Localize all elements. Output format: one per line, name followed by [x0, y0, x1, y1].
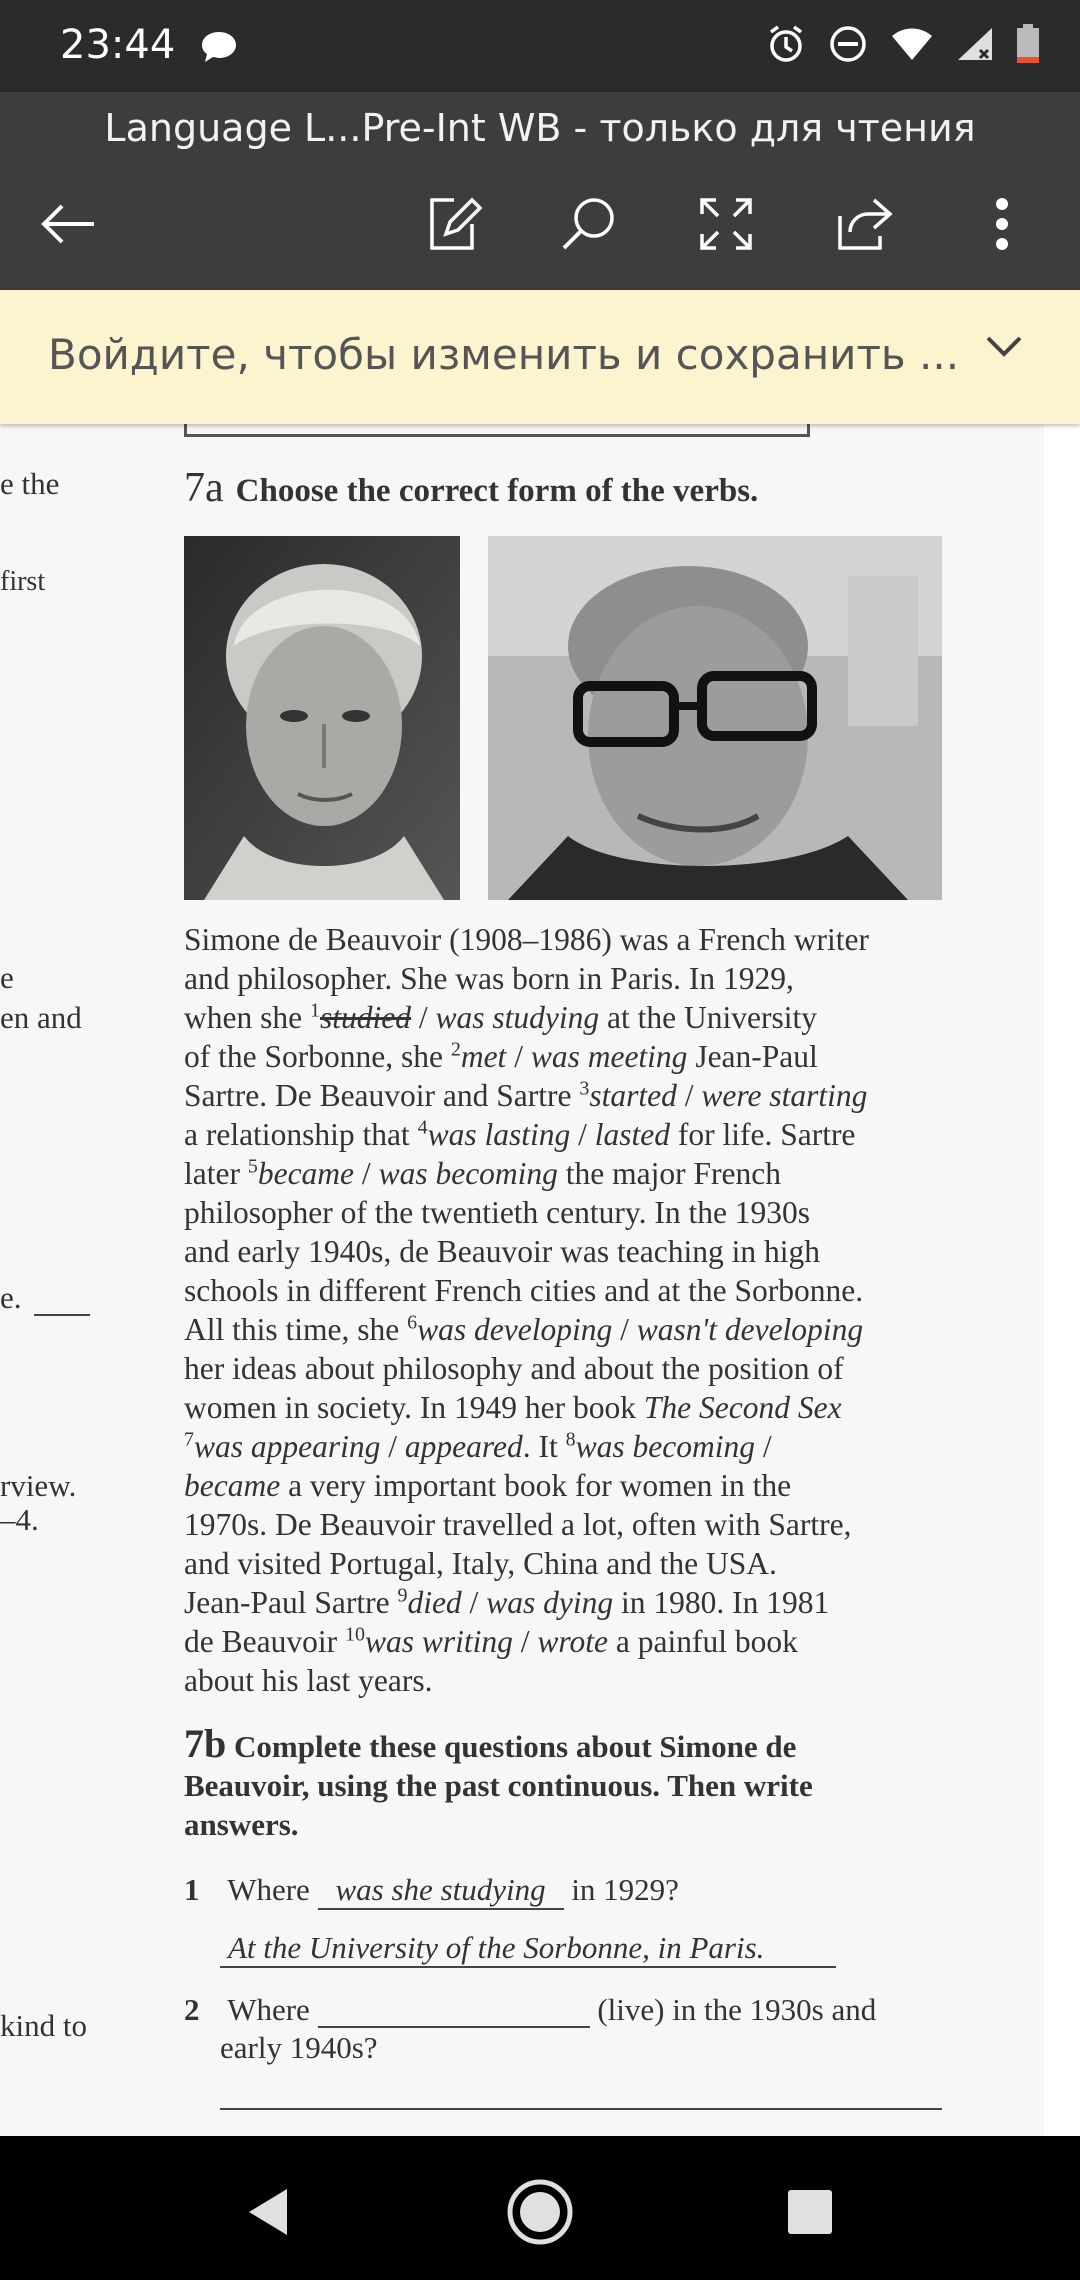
- nav-recents-button[interactable]: [770, 2172, 850, 2252]
- choice-option: was lasting: [427, 1117, 571, 1152]
- status-time: 23:44: [60, 22, 176, 68]
- question-fill: was she studying: [318, 1872, 564, 1910]
- left-column-text: e.: [0, 1280, 22, 1315]
- paragraph-line: about his last years.: [184, 1663, 433, 1698]
- choice-option: were starting: [701, 1078, 868, 1113]
- book-title: The Second Sex: [643, 1390, 842, 1425]
- navigation-bar: [0, 2136, 1080, 2280]
- paragraph-line: de Beauvoir $^{10}$was writing / wrote a painful book: [184, 1623, 798, 1659]
- choice-option: appeared: [404, 1429, 523, 1464]
- gap-number: 10: [344, 1623, 365, 1646]
- edit-button[interactable]: [414, 184, 494, 264]
- choice-option: wasn't developing: [636, 1312, 864, 1347]
- paragraph-line: and philosopher. She was born in Paris. In 1929,: [184, 961, 794, 996]
- choice-option: was becoming: [575, 1429, 755, 1464]
- left-column-blank: [34, 1314, 90, 1316]
- edit-icon: [424, 194, 484, 254]
- gap-number: 2: [450, 1038, 461, 1061]
- sign-in-banner[interactable]: [0, 290, 1080, 424]
- signal-icon: [956, 26, 994, 67]
- paragraph-line: her ideas about philosophy and about the position of: [184, 1351, 844, 1386]
- fullscreen-icon: [698, 196, 754, 252]
- status-icons: [766, 24, 1040, 69]
- document-page[interactable]: [0, 424, 1080, 2136]
- nav-back-button[interactable]: [228, 2172, 308, 2252]
- left-column-text: kind to: [0, 2008, 87, 2043]
- choice-option: was appearing: [194, 1429, 381, 1464]
- choice-option: wrote: [537, 1624, 608, 1659]
- paragraph-line: and visited Portugal, Italy, China and the USA.: [184, 1546, 777, 1581]
- gap-number: 7: [184, 1428, 194, 1451]
- more-options-button[interactable]: [962, 184, 1042, 264]
- gap-number: 8: [565, 1428, 576, 1451]
- paragraph-line: Sartre. De Beauvoir and Sartre $^3$started / were starting: [184, 1077, 868, 1113]
- gap-number: 6: [407, 1311, 418, 1334]
- left-column-text: rview.: [0, 1468, 77, 1503]
- choice-option: was dying: [486, 1585, 614, 1620]
- paragraph-line: became a very important book for women in the: [184, 1468, 792, 1503]
- exercise-7a-heading: [184, 464, 758, 512]
- exercise-number: 7a: [184, 465, 224, 511]
- paragraph-line: a relationship that $^4$was lasting / lasted for life. Sartre: [184, 1116, 856, 1152]
- more-vert-icon: [992, 196, 1012, 252]
- paragraph-line: and early 1940s, de Beauvoir was teaching in high: [184, 1234, 820, 1269]
- gap-number: 1: [309, 999, 320, 1022]
- left-column-text: –4.: [0, 1502, 39, 1537]
- choice-option: became: [257, 1156, 355, 1191]
- paragraph-line: schools in different French cities and at the Sorbonne.: [184, 1273, 864, 1308]
- back-arrow-icon: [38, 202, 98, 246]
- paragraph-line: philosopher of the twentieth century. In the 1930s: [184, 1195, 811, 1230]
- answer-2-blank: [220, 2108, 942, 2110]
- photo-simone-de-beauvoir: [184, 536, 460, 900]
- search-icon: [558, 194, 618, 254]
- left-column-text: e the: [0, 466, 60, 501]
- question-2-continued: early 1940s?: [220, 2030, 378, 2065]
- choice-option: was meeting: [530, 1039, 688, 1074]
- do-not-disturb-icon: [828, 24, 868, 69]
- status-bar: [0, 0, 1080, 92]
- choice-option: was developing: [417, 1312, 613, 1347]
- paragraph-line: later $^5$became / was becoming the major French: [184, 1155, 781, 1191]
- paragraph-line: $^7$was appearing / appeared. It $^8$was becoming /: [184, 1428, 772, 1464]
- question-1: 1 Where was she studying in 1929?: [184, 1872, 679, 1910]
- left-column-text: first: [0, 566, 46, 597]
- nav-back-icon: [243, 2185, 293, 2239]
- app-bar: [0, 92, 1080, 290]
- choice-option: lasted: [594, 1117, 670, 1152]
- choice-option: met: [460, 1039, 507, 1074]
- paragraph-line: when she $^1$studied / was studying at the University: [184, 999, 817, 1035]
- share-icon: [834, 196, 894, 252]
- choice-option: was becoming: [378, 1156, 558, 1191]
- search-button[interactable]: [548, 184, 628, 264]
- gap-number: 5: [247, 1155, 258, 1178]
- fullscreen-button[interactable]: [686, 184, 766, 264]
- gap-number: 3: [579, 1077, 590, 1100]
- previous-box-border: [184, 424, 810, 437]
- choice-option: started: [589, 1078, 677, 1113]
- paragraph-line: All this time, she $^6$was developing / wasn't developing: [184, 1311, 864, 1347]
- choice-option: became: [184, 1468, 281, 1503]
- sign-in-banner-text: Войдите, чтобы изменить и сохранить ...: [48, 330, 960, 379]
- gap-number: 9: [397, 1584, 408, 1607]
- answer-1: [220, 1930, 836, 1968]
- alarm-icon: [766, 24, 806, 69]
- choice-option: died: [407, 1585, 462, 1620]
- chat-bubble-icon: [200, 30, 238, 69]
- chevron-down-icon[interactable]: [984, 334, 1024, 365]
- choice-option: was writing: [364, 1624, 513, 1659]
- choice-option: was studying: [435, 1000, 600, 1035]
- nav-home-button[interactable]: [500, 2172, 580, 2252]
- question-2: 2 Where (live) in the 1930s and: [184, 1992, 877, 2027]
- left-column-text: en and: [0, 1000, 82, 1035]
- exercise-instruction: Choose the correct form of the verbs.: [235, 473, 759, 509]
- paragraph-line: women in society. In 1949 her book The Second Sex: [184, 1390, 842, 1425]
- choice-option: studied: [319, 1000, 411, 1035]
- paragraph-line: Jean-Paul Sartre $^9$died / was dying in 1980. In 1981: [184, 1584, 830, 1620]
- nav-recents-icon: [787, 2189, 833, 2235]
- battery-low-icon: [1016, 24, 1040, 69]
- paragraph-line: 1970s. De Beauvoir travelled a lot, often with Sartre,: [184, 1507, 852, 1542]
- question-blank: [318, 1998, 590, 2028]
- exercise-number: 7b: [184, 1721, 227, 1766]
- exercise-7a-paragraph: [184, 920, 954, 1700]
- photo-jean-paul-sartre: [488, 536, 942, 900]
- left-column-text: e: [0, 960, 14, 995]
- back-button[interactable]: [28, 184, 108, 264]
- wifi-icon: [890, 26, 934, 67]
- paragraph-line: Simone de Beauvoir (1908–1986) was a French writer: [184, 922, 869, 957]
- answer-text: At the University of the Sorbonne, in Paris.: [220, 1930, 836, 1968]
- gap-number: 4: [417, 1116, 428, 1139]
- exercise-7b-heading: 7b Complete these questions about Simone de Beauvoir, using the past continuous. Then write answers.: [184, 1721, 813, 1842]
- page-margin: [1044, 424, 1080, 2136]
- document-title: Language L...Pre-Int WB - только для чтения: [104, 106, 976, 150]
- share-button[interactable]: [824, 184, 904, 264]
- nav-home-icon: [505, 2177, 575, 2247]
- paragraph-line: of the Sorbonne, she $^2$met / was meeting Jean-Paul: [184, 1038, 818, 1074]
